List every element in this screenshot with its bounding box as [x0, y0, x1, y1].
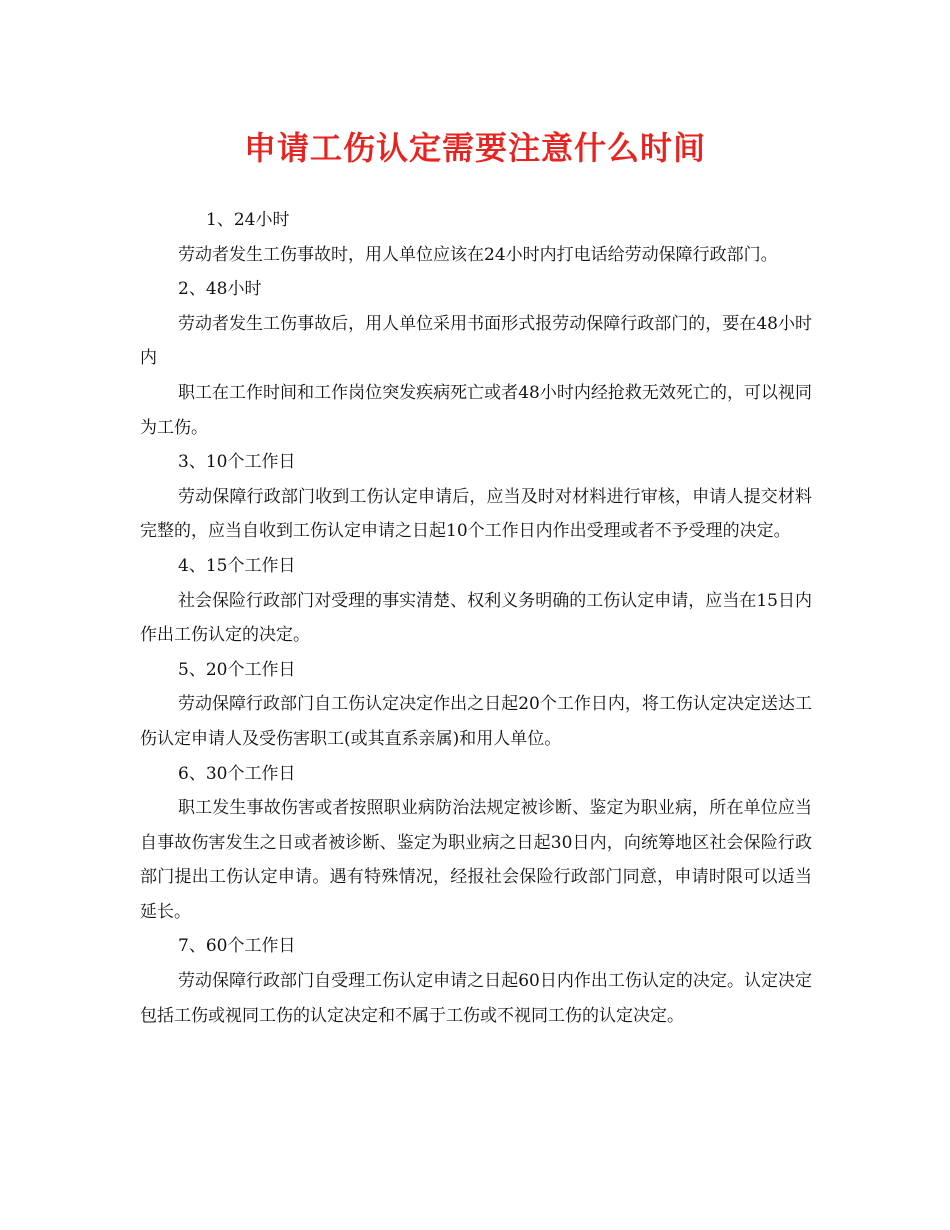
section-paragraph: 劳动保障行政部门自受理工伤认定申请之日起60日内作出工伤认定的决定。认定决定包括工伤或视同工伤的认定决定和不属于工伤或不视同工伤的认定决定。 — [140, 971, 812, 1026]
section-heading: 3、10个工作日 — [178, 452, 296, 473]
section-paragraph: 职工发生事故伤害或者按照职业病防治法规定被诊断、鉴定为职业病，所在单位应当自事故伤害发生之日或者被诊断、鉴定为职业病之日起30日内，向统筹地区社会保险行政部门提出工伤认定申请。遇有特殊情况，经报社会保险行政部门同意，申请时限可以适当延长。 — [140, 798, 812, 922]
section-paragraph: 劳动者发生工伤事故时，用人单位应该在24小时内打电话给劳动保障行政部门。 — [178, 244, 778, 265]
document-title: 申请工伤认定需要注意什么时间 — [243, 129, 706, 167]
section-paragraph: 社会保险行政部门对受理的事实清楚、权利义务明确的工伤认定申请，应当在15日内作出工伤认定的决定。 — [140, 590, 812, 646]
section-10-workdays — [140, 445, 812, 549]
section-heading: 7、60个工作日 — [178, 936, 296, 957]
section-60-workdays — [140, 929, 812, 1033]
section-heading: 2、48小时 — [178, 279, 262, 300]
section-heading: 4、15个工作日 — [178, 555, 296, 576]
section-paragraph: 劳动保障行政部门收到工伤认定申请后，应当及时对材料进行审核，申请人提交材料完整的，应当自收到工伤认定申请之日起10个工作日内作出受理或者不予受理的决定。 — [140, 486, 812, 542]
section-paragraph: 职工在工作时间和工作岗位突发疾病死亡或者48小时内经抢救无效死亡的，可以视同为工伤。 — [140, 382, 812, 438]
section-48-hours — [140, 272, 812, 445]
section-heading: 6、30个工作日 — [178, 763, 296, 784]
document-body — [140, 203, 812, 1033]
section-20-workdays — [140, 653, 812, 757]
section-24-hours — [140, 203, 812, 272]
section-15-workdays — [140, 549, 812, 653]
section-paragraph: 劳动保障行政部门自工伤认定决定作出之日起20个工作日内，将工伤认定决定送达工伤认定申请人及受伤害职工(或其直系亲属)和用人单位。 — [140, 694, 812, 749]
section-30-workdays — [140, 757, 812, 930]
section-heading: 1、24小时 — [206, 210, 290, 230]
section-paragraph: 劳动者发生工伤事故后，用人单位采用书面形式报劳动保障行政部门的，要在48小时内 — [140, 313, 812, 369]
section-heading: 5、20个工作日 — [178, 659, 296, 680]
